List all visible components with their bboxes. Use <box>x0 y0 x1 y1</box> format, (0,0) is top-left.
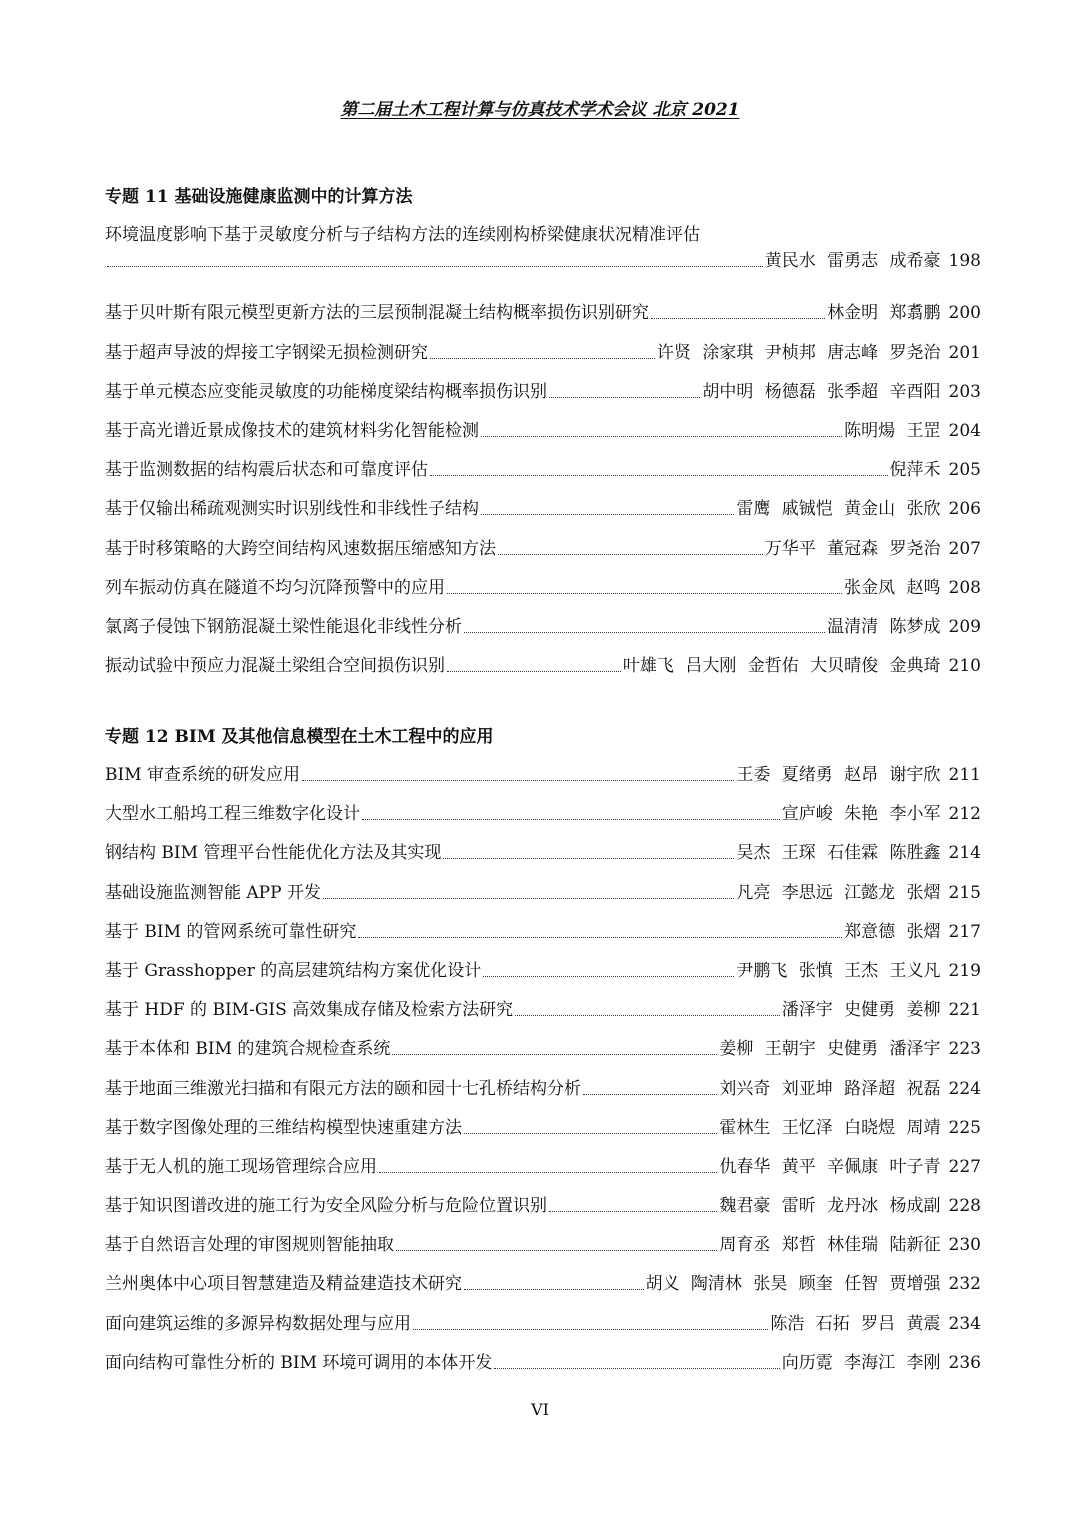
dot-leader <box>430 474 888 476</box>
entry-authors: 向历霓 李海江 李刚 <box>781 1352 941 1373</box>
entry-title: 基于仅输出稀疏观测实时识别线性和非线性子结构 <box>105 499 479 520</box>
toc-entry[interactable] <box>105 880 981 919</box>
entry-authors: 林金明 郑翥鹏 <box>827 303 941 324</box>
dot-leader <box>447 670 621 672</box>
entry-line <box>105 1311 981 1337</box>
toc-entry[interactable] <box>105 418 981 457</box>
entry-line <box>105 575 981 601</box>
toc-entry[interactable] <box>105 762 981 801</box>
entry-page-number: 215 <box>948 882 981 903</box>
entry-title: 基于超声导波的焊接工字钢梁无损检测研究 <box>105 342 428 363</box>
entry-page-number: 200 <box>948 303 981 324</box>
entry-title: BIM 审查系统的研发应用 <box>105 765 301 785</box>
entry-line <box>105 919 981 945</box>
toc-entry[interactable] <box>105 997 981 1036</box>
entry-page-number: 212 <box>948 804 981 825</box>
dot-leader <box>464 631 825 633</box>
dot-leader <box>464 1288 644 1290</box>
entry-title: 基于 BIM 的管网系统可靠性研究 <box>105 921 357 942</box>
entry-title: 钢结构 BIM 管理平台性能优化方法及其实现 <box>105 843 442 864</box>
entry-title: 基于知识图谱改进的施工行为安全风险分析与危险位置识别 <box>105 1196 547 1217</box>
entry-line <box>105 840 981 866</box>
entry-title: 大型水工船坞工程三维数字化设计 <box>105 804 360 825</box>
dot-leader <box>651 317 825 319</box>
toc-entry[interactable] <box>105 300 981 339</box>
entry-title: 面向结构可靠性分析的 BIM 环境可调用的本体开发 <box>105 1352 493 1373</box>
entry-authors: 郑意德 张熠 <box>844 921 941 942</box>
dot-leader <box>549 1210 717 1212</box>
entry-authors: 王委 夏绪勇 赵昂 谢宇欣 <box>736 765 941 785</box>
entry-line <box>105 614 981 640</box>
dot-leader <box>583 1093 717 1095</box>
entry-line <box>105 880 981 906</box>
section-11 <box>105 184 981 692</box>
entry-title: 基于单元模态应变能灵敏度的功能梯度梁结构概率损伤识别 <box>105 381 547 402</box>
entry-title: 基于高光谱近景成像技术的建筑材料劣化智能检测 <box>105 420 479 441</box>
entry-title: 基于地面三维激光扫描和有限元方法的颐和园十七孔桥结构分析 <box>105 1078 581 1099</box>
entry-authors: 霍林生 王忆泽 白晓煜 周靖 <box>719 1117 941 1138</box>
entry-page-number: 225 <box>948 1117 981 1138</box>
dot-leader <box>481 435 842 437</box>
entry-line <box>105 1036 981 1062</box>
toc-entry[interactable] <box>105 1311 981 1350</box>
entry-title: 基于数字图像处理的三维结构模型快速重建方法 <box>105 1117 462 1138</box>
section-title: 专题 11 基础设施健康监测中的计算方法 <box>105 187 413 207</box>
entry-title: 基于时移策略的大跨空间结构风速数据压缩感知方法 <box>105 538 496 559</box>
entry-page-number: 209 <box>948 616 981 637</box>
entry-authors: 许贤 涂家琪 尹桢邦 唐志峰 罗尧治 <box>656 342 941 363</box>
entry-authors: 黄民水 雷勇志 成希豪 <box>764 251 941 271</box>
dot-leader <box>362 818 780 820</box>
dot-leader <box>483 975 734 977</box>
toc-entry[interactable] <box>105 653 981 692</box>
entry-line <box>105 1271 981 1297</box>
entry-title: 基于本体和 BIM 的建筑合规检查系统 <box>105 1039 391 1060</box>
entry-authors: 姜柳 王朝宇 史健勇 潘泽宇 <box>719 1039 941 1060</box>
dot-leader <box>358 936 842 938</box>
entry-line <box>105 340 981 366</box>
entry-title: 基于贝叶斯有限元模型更新方法的三层预制混凝土结构概率损伤识别研究 <box>105 303 649 324</box>
toc-entry[interactable] <box>105 801 981 840</box>
section-12 <box>105 724 981 1389</box>
entry-line <box>105 1232 981 1258</box>
dot-leader <box>515 1014 780 1016</box>
toc-entry[interactable] <box>105 457 981 496</box>
entry-page-number: 204 <box>948 420 981 441</box>
entry-authors: 仇春华 黄平 辛佩康 叶子青 <box>719 1156 941 1177</box>
entry-page-number: 198 <box>948 251 981 271</box>
entry-title: 基础设施监测智能 APP 开发 <box>105 882 321 903</box>
entry-authors: 倪萍禾 <box>889 460 941 481</box>
entry-title: 环境温度影响下基于灵敏度分析与子结构方法的连续刚构桥梁健康状况精准评估 <box>105 225 700 245</box>
entry-page-number: 221 <box>948 1000 981 1021</box>
entry-page-number: 224 <box>948 1078 981 1099</box>
entry-line <box>105 379 981 405</box>
entry-page-number: 203 <box>948 381 981 402</box>
toc-entry[interactable] <box>105 222 981 300</box>
entry-authors: 张金凤 赵鸣 <box>844 577 941 598</box>
entry-line <box>105 457 981 483</box>
section-entries <box>105 222 981 692</box>
entry-authors: 胡中明 杨德磊 张季超 辛酉阳 <box>702 381 941 402</box>
toc-entry[interactable] <box>105 1350 981 1389</box>
entry-line <box>105 1115 981 1141</box>
entry-authors: 潘泽宇 史健勇 姜柳 <box>781 1000 941 1021</box>
entry-authors: 叶雄飞 吕大刚 金哲佑 大贝晴俊 金典琦 <box>622 656 941 677</box>
toc-entry[interactable] <box>105 958 981 997</box>
entry-title: 氯离子侵蚀下钢筋混凝土梁性能退化非线性分析 <box>105 616 462 637</box>
entry-line <box>105 418 981 444</box>
entry-page-number: 234 <box>948 1313 981 1334</box>
dot-leader <box>481 513 734 515</box>
entry-line <box>105 653 981 679</box>
toc-entry[interactable] <box>105 496 981 535</box>
dot-leader <box>447 592 842 594</box>
entry-line <box>105 997 981 1023</box>
toc-entry[interactable] <box>105 1271 981 1310</box>
entry-page-number: 208 <box>948 577 981 598</box>
toc-entry[interactable] <box>105 1154 981 1193</box>
entry-page-number: 219 <box>948 960 981 981</box>
toc-entry[interactable] <box>105 919 981 958</box>
dot-leader <box>323 897 734 899</box>
entry-authors: 胡义 陶清林 张昊 顾奎 任智 贾增强 <box>645 1274 941 1295</box>
dot-leader <box>413 1328 768 1330</box>
entry-title: 振动试验中预应力混凝土梁组合空间损伤识别 <box>105 656 445 677</box>
entry-authors: 吴杰 王琛 石佳霖 陈胜鑫 <box>736 843 941 864</box>
toc-entry[interactable] <box>105 614 981 653</box>
entry-authors: 温清清 陈梦成 <box>827 616 941 637</box>
entry-authors: 刘兴奇 刘亚坤 路泽超 祝磊 <box>719 1078 941 1099</box>
entry-title: 基于 HDF 的 BIM-GIS 高效集成存储及检索方法研究 <box>105 1000 514 1021</box>
entry-line <box>105 1193 981 1219</box>
toc-entry[interactable] <box>105 340 981 379</box>
entry-authors: 凡亮 李思远 江懿龙 张熠 <box>736 882 941 903</box>
toc-entry[interactable] <box>105 379 981 418</box>
entry-page-number: 227 <box>948 1156 981 1177</box>
page-number: VI <box>531 1400 549 1419</box>
entry-authors: 万华平 董冠森 罗尧治 <box>764 538 941 559</box>
toc-entry[interactable] <box>105 1076 981 1115</box>
entry-page-number: 207 <box>948 538 981 559</box>
entry-authors: 魏君豪 雷昕 龙丹冰 杨成副 <box>719 1196 941 1217</box>
toc-entry[interactable] <box>105 1232 981 1271</box>
toc-entry[interactable] <box>105 575 981 614</box>
entry-line <box>105 496 981 522</box>
toc-entry[interactable] <box>105 536 981 575</box>
toc-entry[interactable] <box>105 840 981 879</box>
dot-leader <box>549 396 700 398</box>
entry-page-number: 223 <box>948 1039 981 1060</box>
entry-page-number: 211 <box>948 765 981 785</box>
dot-leader <box>107 265 763 267</box>
entry-line <box>105 958 981 984</box>
dot-leader <box>392 1053 717 1055</box>
entry-page-number: 206 <box>948 499 981 520</box>
section-entries <box>105 762 981 1389</box>
toc-entry[interactable] <box>105 1115 981 1154</box>
entry-title: 基于自然语言处理的审图规则智能抽取 <box>105 1235 394 1256</box>
dot-leader <box>430 357 655 359</box>
conference-header: 第二届土木工程计算与仿真技术学术会议 北京 2021 <box>340 100 740 120</box>
toc-entry[interactable] <box>105 1193 981 1232</box>
entry-page-number: 210 <box>948 656 981 677</box>
toc-entry[interactable] <box>105 1036 981 1075</box>
entry-line <box>105 1154 981 1180</box>
entry-line <box>105 248 981 274</box>
entry-title: 兰州奥体中心项目智慧建造及精益建造技术研究 <box>105 1274 462 1295</box>
entry-page-number: 201 <box>948 342 981 363</box>
dot-leader <box>464 1132 717 1134</box>
entry-page-number: 228 <box>948 1196 981 1217</box>
entry-line <box>105 762 981 788</box>
entry-title: 列车振动仿真在隧道不均匀沉降预警中的应用 <box>105 577 445 598</box>
entry-authors: 尹鹏飞 张慎 王杰 王义凡 <box>736 960 941 981</box>
entry-title: 基于无人机的施工现场管理综合应用 <box>105 1156 377 1177</box>
entry-page-number: 236 <box>948 1352 981 1373</box>
entry-page-number: 214 <box>948 843 981 864</box>
entry-authors: 雷鹰 戚铖恺 黄金山 张欣 <box>736 499 941 520</box>
entry-page-number: 232 <box>948 1274 981 1295</box>
entry-page-number: 205 <box>948 460 981 481</box>
section-title: 专题 12 BIM 及其他信息模型在土木工程中的应用 <box>105 727 494 747</box>
dot-leader <box>396 1249 717 1251</box>
dot-leader <box>498 553 763 555</box>
entry-line <box>105 1350 981 1376</box>
entry-authors: 陈浩 石拓 罗吕 黄震 <box>770 1313 941 1334</box>
entry-line <box>105 1076 981 1102</box>
entry-line <box>105 536 981 562</box>
entry-line <box>105 300 981 326</box>
dot-leader <box>494 1367 779 1369</box>
dot-leader <box>443 857 734 859</box>
entry-page-number: 217 <box>948 921 981 942</box>
entry-authors: 陈明煬 王罡 <box>844 420 941 441</box>
entry-authors: 宣庐峻 朱艳 李小军 <box>781 804 941 825</box>
entry-title: 面向建筑运维的多源异构数据处理与应用 <box>105 1313 411 1334</box>
entry-title: 基于监测数据的结构震后状态和可靠度评估 <box>105 460 428 481</box>
dot-leader <box>302 779 734 781</box>
entry-page-number: 230 <box>948 1235 981 1256</box>
entry-title: 基于 Grasshopper 的高层建筑结构方案优化设计 <box>105 960 482 981</box>
entry-line <box>105 801 981 827</box>
entry-authors: 周育丞 郑哲 林佳瑞 陆新征 <box>719 1235 941 1256</box>
dot-leader <box>379 1171 717 1173</box>
